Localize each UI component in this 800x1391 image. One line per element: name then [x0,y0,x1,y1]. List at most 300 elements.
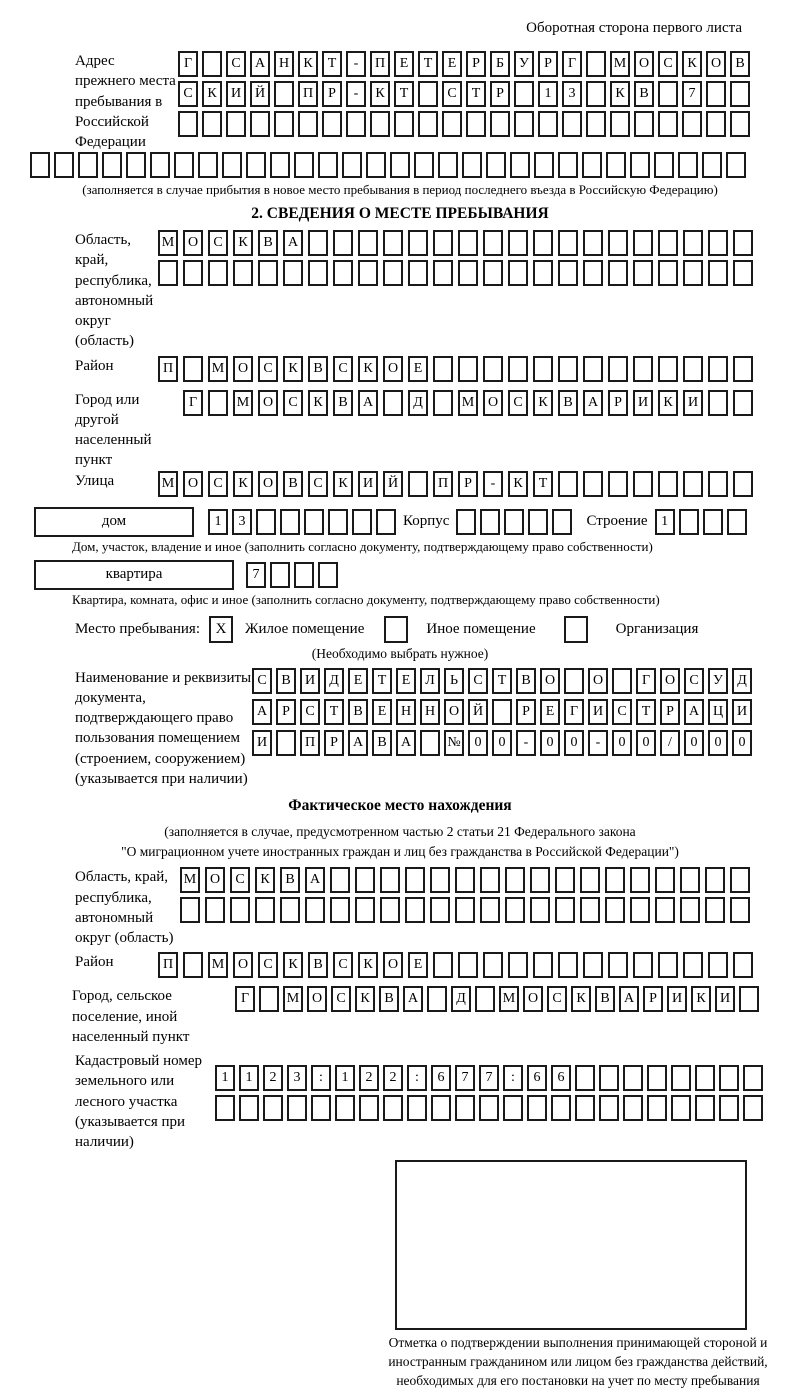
char-box[interactable]: 1 [655,509,675,535]
char-box[interactable] [287,1095,307,1121]
char-box[interactable]: А [583,390,603,416]
char-box[interactable]: И [683,390,703,416]
char-box[interactable]: 1 [215,1065,235,1091]
char-box[interactable] [599,1095,619,1121]
char-box[interactable]: О [383,952,403,978]
char-box[interactable]: В [595,986,615,1012]
char-box[interactable]: К [298,51,318,77]
char-box[interactable] [680,897,700,923]
char-box[interactable] [671,1065,691,1091]
char-box[interactable] [383,390,403,416]
char-box[interactable]: С [442,81,462,107]
char-box[interactable] [480,509,500,535]
char-box[interactable] [328,509,348,535]
char-box[interactable]: 2 [383,1065,403,1091]
char-box[interactable] [610,111,630,137]
char-box[interactable] [505,897,525,923]
char-box[interactable] [442,111,462,137]
char-box[interactable]: О [258,471,278,497]
char-box[interactable]: 2 [359,1065,379,1091]
char-box[interactable]: М [610,51,630,77]
char-box[interactable] [608,230,628,256]
char-box[interactable] [605,867,625,893]
char-box[interactable] [233,260,253,286]
char-box[interactable] [475,986,495,1012]
char-box[interactable] [580,897,600,923]
char-box[interactable] [534,152,554,178]
char-box[interactable]: Е [348,668,368,694]
char-box[interactable]: Д [451,986,471,1012]
char-box[interactable] [480,867,500,893]
char-box[interactable] [455,867,475,893]
char-box[interactable]: О [483,390,503,416]
char-box[interactable]: О [706,51,726,77]
char-box[interactable] [438,152,458,178]
char-box[interactable] [708,390,728,416]
char-box[interactable] [280,897,300,923]
char-box[interactable]: К [691,986,711,1012]
char-box[interactable]: К [233,230,253,256]
char-box[interactable]: 0 [468,730,488,756]
char-box[interactable] [346,111,366,137]
char-box[interactable] [630,867,650,893]
char-box[interactable] [706,111,726,137]
char-box[interactable]: М [499,986,519,1012]
char-box[interactable] [183,356,203,382]
char-box[interactable] [418,111,438,137]
char-box[interactable]: М [180,867,200,893]
char-box[interactable] [311,1095,331,1121]
char-box[interactable] [276,730,296,756]
char-box[interactable] [719,1095,739,1121]
char-box[interactable] [733,356,753,382]
char-box[interactable] [671,1095,691,1121]
char-box[interactable]: С [230,867,250,893]
char-box[interactable] [538,111,558,137]
char-box[interactable] [208,260,228,286]
char-box[interactable]: В [308,356,328,382]
char-box[interactable]: Р [643,986,663,1012]
char-box[interactable] [405,897,425,923]
char-box[interactable] [658,81,678,107]
char-box[interactable] [530,867,550,893]
char-box[interactable]: - [516,730,536,756]
char-box[interactable]: 0 [708,730,728,756]
char-box[interactable] [479,1095,499,1121]
char-box[interactable] [564,668,584,694]
char-box[interactable] [427,986,447,1012]
char-box[interactable] [408,230,428,256]
char-box[interactable] [633,230,653,256]
char-box[interactable]: М [458,390,478,416]
char-box[interactable] [270,562,290,588]
char-box[interactable]: Д [732,668,752,694]
char-box[interactable] [174,152,194,178]
char-box[interactable] [633,471,653,497]
char-box[interactable]: А [403,986,423,1012]
char-box[interactable]: М [233,390,253,416]
char-box[interactable]: А [348,730,368,756]
char-box[interactable]: О [183,230,203,256]
char-box[interactable]: В [348,699,368,725]
char-box[interactable] [294,562,314,588]
char-box[interactable]: В [372,730,392,756]
char-box[interactable] [658,260,678,286]
char-box[interactable]: К [508,471,528,497]
char-box[interactable]: Р [322,81,342,107]
char-box[interactable] [683,952,703,978]
char-box[interactable] [508,260,528,286]
char-box[interactable]: Т [322,51,342,77]
char-box[interactable]: 7 [479,1065,499,1091]
char-box[interactable] [680,867,700,893]
char-box[interactable] [308,260,328,286]
char-box[interactable] [733,471,753,497]
char-box[interactable] [575,1095,595,1121]
char-box[interactable] [483,356,503,382]
char-box[interactable] [358,260,378,286]
char-box[interactable]: Е [394,51,414,77]
char-box[interactable]: 3 [287,1065,307,1091]
char-box[interactable] [202,111,222,137]
char-box[interactable]: А [358,390,378,416]
char-box[interactable]: В [379,986,399,1012]
char-box[interactable] [733,260,753,286]
char-box[interactable]: О [233,952,253,978]
char-box[interactable] [514,81,534,107]
char-box[interactable]: 2 [263,1065,283,1091]
char-box[interactable] [708,952,728,978]
char-box[interactable]: О [588,668,608,694]
char-box[interactable]: Е [540,699,560,725]
char-box[interactable]: Р [466,51,486,77]
char-box[interactable] [608,356,628,382]
char-box[interactable]: О [307,986,327,1012]
char-box[interactable] [390,152,410,178]
char-box[interactable]: Р [276,699,296,725]
char-box[interactable]: 0 [492,730,512,756]
char-box[interactable] [633,260,653,286]
char-box[interactable]: С [547,986,567,1012]
char-box[interactable] [583,471,603,497]
char-box[interactable] [583,230,603,256]
char-box[interactable]: К [283,356,303,382]
char-box[interactable] [514,111,534,137]
char-box[interactable]: Т [466,81,486,107]
char-box[interactable] [359,1095,379,1121]
char-box[interactable] [558,952,578,978]
char-box[interactable] [608,260,628,286]
char-box[interactable] [558,356,578,382]
char-box[interactable] [682,111,702,137]
char-box[interactable] [355,897,375,923]
char-box[interactable]: О [383,356,403,382]
char-box[interactable]: - [346,81,366,107]
char-box[interactable]: Л [420,668,440,694]
char-box[interactable] [683,230,703,256]
char-box[interactable]: Д [408,390,428,416]
char-box[interactable]: К [283,952,303,978]
char-box[interactable]: И [252,730,272,756]
char-box[interactable]: С [178,81,198,107]
char-box[interactable]: С [468,668,488,694]
char-box[interactable] [508,952,528,978]
char-box[interactable] [486,152,506,178]
char-box[interactable] [508,230,528,256]
char-box[interactable] [370,111,390,137]
char-box[interactable] [633,952,653,978]
char-box[interactable] [480,897,500,923]
char-box[interactable]: О [634,51,654,77]
char-box[interactable]: 0 [612,730,632,756]
char-box[interactable] [562,111,582,137]
char-box[interactable]: В [516,668,536,694]
char-box[interactable] [558,260,578,286]
char-box[interactable] [342,152,362,178]
char-box[interactable] [530,897,550,923]
char-box[interactable] [330,867,350,893]
char-box[interactable]: М [208,356,228,382]
char-box[interactable]: П [433,471,453,497]
char-box[interactable] [630,897,650,923]
char-box[interactable] [239,1095,259,1121]
char-box[interactable] [608,471,628,497]
char-box[interactable] [606,152,626,178]
char-box[interactable]: 1 [335,1065,355,1091]
char-box[interactable] [708,471,728,497]
char-box[interactable] [376,509,396,535]
char-box[interactable] [198,152,218,178]
char-box[interactable] [226,111,246,137]
char-box[interactable] [458,260,478,286]
char-box[interactable]: А [252,699,272,725]
char-box[interactable] [420,730,440,756]
char-box[interactable] [352,509,372,535]
char-box[interactable] [733,390,753,416]
char-box[interactable] [318,152,338,178]
char-box[interactable] [394,111,414,137]
char-box[interactable]: Й [383,471,403,497]
char-box[interactable] [504,509,524,535]
char-box[interactable] [533,356,553,382]
char-box[interactable]: : [503,1065,523,1091]
char-box[interactable] [503,1095,523,1121]
char-box[interactable]: О [444,699,464,725]
char-box[interactable]: Н [420,699,440,725]
char-box[interactable] [458,356,478,382]
char-box[interactable] [158,260,178,286]
char-box[interactable]: М [208,952,228,978]
char-box[interactable] [180,897,200,923]
char-box[interactable] [333,260,353,286]
char-box[interactable]: 6 [431,1065,451,1091]
char-box[interactable] [658,471,678,497]
char-box[interactable] [533,260,553,286]
char-box[interactable] [78,152,98,178]
char-box[interactable]: В [283,471,303,497]
char-box[interactable] [330,897,350,923]
char-box[interactable]: И [300,668,320,694]
char-box[interactable]: С [258,356,278,382]
char-box[interactable] [355,867,375,893]
char-box[interactable] [280,509,300,535]
char-box[interactable] [466,111,486,137]
char-box[interactable] [730,111,750,137]
char-box[interactable] [54,152,74,178]
char-box[interactable] [647,1065,667,1091]
char-box[interactable]: Б [490,51,510,77]
char-box[interactable] [634,111,654,137]
char-box[interactable]: Е [408,952,428,978]
char-box[interactable] [552,509,572,535]
char-box[interactable]: С [331,986,351,1012]
char-box[interactable] [703,509,723,535]
char-box[interactable] [528,509,548,535]
char-box[interactable] [408,260,428,286]
char-box[interactable]: И [633,390,653,416]
char-box[interactable] [583,260,603,286]
char-box[interactable]: А [619,986,639,1012]
char-box[interactable] [430,897,450,923]
char-box[interactable] [633,356,653,382]
char-box[interactable]: А [283,230,303,256]
char-box[interactable] [683,356,703,382]
char-box[interactable] [705,867,725,893]
char-box[interactable] [455,897,475,923]
char-box[interactable]: 0 [564,730,584,756]
char-box[interactable]: Т [372,668,392,694]
char-box[interactable] [508,356,528,382]
char-box[interactable] [215,1095,235,1121]
char-box[interactable] [407,1095,427,1121]
char-box[interactable] [383,260,403,286]
char-box[interactable] [583,356,603,382]
char-box[interactable] [706,81,726,107]
char-box[interactable]: Т [324,699,344,725]
char-box[interactable]: В [276,668,296,694]
char-box[interactable] [730,867,750,893]
char-box[interactable] [727,509,747,535]
char-box[interactable]: Е [442,51,462,77]
char-box[interactable]: - [483,471,503,497]
char-box[interactable] [126,152,146,178]
char-box[interactable] [612,668,632,694]
char-box[interactable] [708,356,728,382]
char-box[interactable] [30,152,50,178]
char-box[interactable]: 1 [208,509,228,535]
char-box[interactable] [575,1065,595,1091]
char-box[interactable]: А [305,867,325,893]
char-box[interactable] [658,356,678,382]
char-box[interactable] [308,230,328,256]
char-box[interactable] [608,952,628,978]
char-box[interactable] [630,152,650,178]
checkbox-other-premises[interactable] [384,616,408,643]
char-box[interactable]: Г [636,668,656,694]
char-box[interactable] [383,230,403,256]
char-box[interactable] [183,260,203,286]
char-box[interactable] [178,111,198,137]
char-box[interactable]: К [610,81,630,107]
char-box[interactable] [433,356,453,382]
char-box[interactable] [456,509,476,535]
checkbox-organization[interactable] [564,616,588,643]
char-box[interactable]: 3 [562,81,582,107]
char-box[interactable] [366,152,386,178]
char-box[interactable] [555,867,575,893]
char-box[interactable] [455,1095,475,1121]
char-box[interactable]: С [252,668,272,694]
char-box[interactable]: С [308,471,328,497]
char-box[interactable]: Н [396,699,416,725]
char-box[interactable] [582,152,602,178]
char-box[interactable]: / [660,730,680,756]
char-box[interactable] [658,230,678,256]
char-box[interactable]: 7 [246,562,266,588]
char-box[interactable]: Т [533,471,553,497]
char-box[interactable] [483,952,503,978]
char-box[interactable] [250,111,270,137]
char-box[interactable] [705,897,725,923]
char-box[interactable]: И [667,986,687,1012]
char-box[interactable] [654,152,674,178]
char-box[interactable] [414,152,434,178]
char-box[interactable] [222,152,242,178]
char-box[interactable]: 6 [551,1065,571,1091]
char-box[interactable] [380,897,400,923]
char-box[interactable] [719,1065,739,1091]
char-box[interactable] [599,1065,619,1091]
char-box[interactable]: Г [183,390,203,416]
char-box[interactable]: 0 [540,730,560,756]
char-box[interactable]: Й [250,81,270,107]
char-box[interactable] [150,152,170,178]
char-box[interactable] [708,260,728,286]
char-box[interactable] [586,81,606,107]
char-box[interactable] [623,1065,643,1091]
char-box[interactable] [208,390,228,416]
char-box[interactable]: 0 [684,730,704,756]
char-box[interactable]: К [358,356,378,382]
char-box[interactable]: С [258,952,278,978]
char-box[interactable] [246,152,266,178]
char-box[interactable] [726,152,746,178]
char-box[interactable]: К [233,471,253,497]
char-box[interactable]: Р [458,471,478,497]
char-box[interactable] [259,986,279,1012]
char-box[interactable]: Р [490,81,510,107]
char-box[interactable] [433,952,453,978]
char-box[interactable]: М [283,986,303,1012]
char-box[interactable] [555,897,575,923]
char-box[interactable] [433,390,453,416]
char-box[interactable] [298,111,318,137]
char-box[interactable]: С [333,952,353,978]
char-box[interactable]: Н [274,51,294,77]
char-box[interactable] [527,1095,547,1121]
char-box[interactable]: С [333,356,353,382]
char-box[interactable]: М [158,230,178,256]
char-box[interactable]: К [355,986,375,1012]
char-box[interactable] [405,867,425,893]
char-box[interactable]: П [370,51,390,77]
char-box[interactable] [623,1095,643,1121]
char-box[interactable]: К [682,51,702,77]
char-box[interactable] [258,260,278,286]
char-box[interactable]: : [311,1065,331,1091]
char-box[interactable] [270,152,290,178]
char-box[interactable] [431,1095,451,1121]
